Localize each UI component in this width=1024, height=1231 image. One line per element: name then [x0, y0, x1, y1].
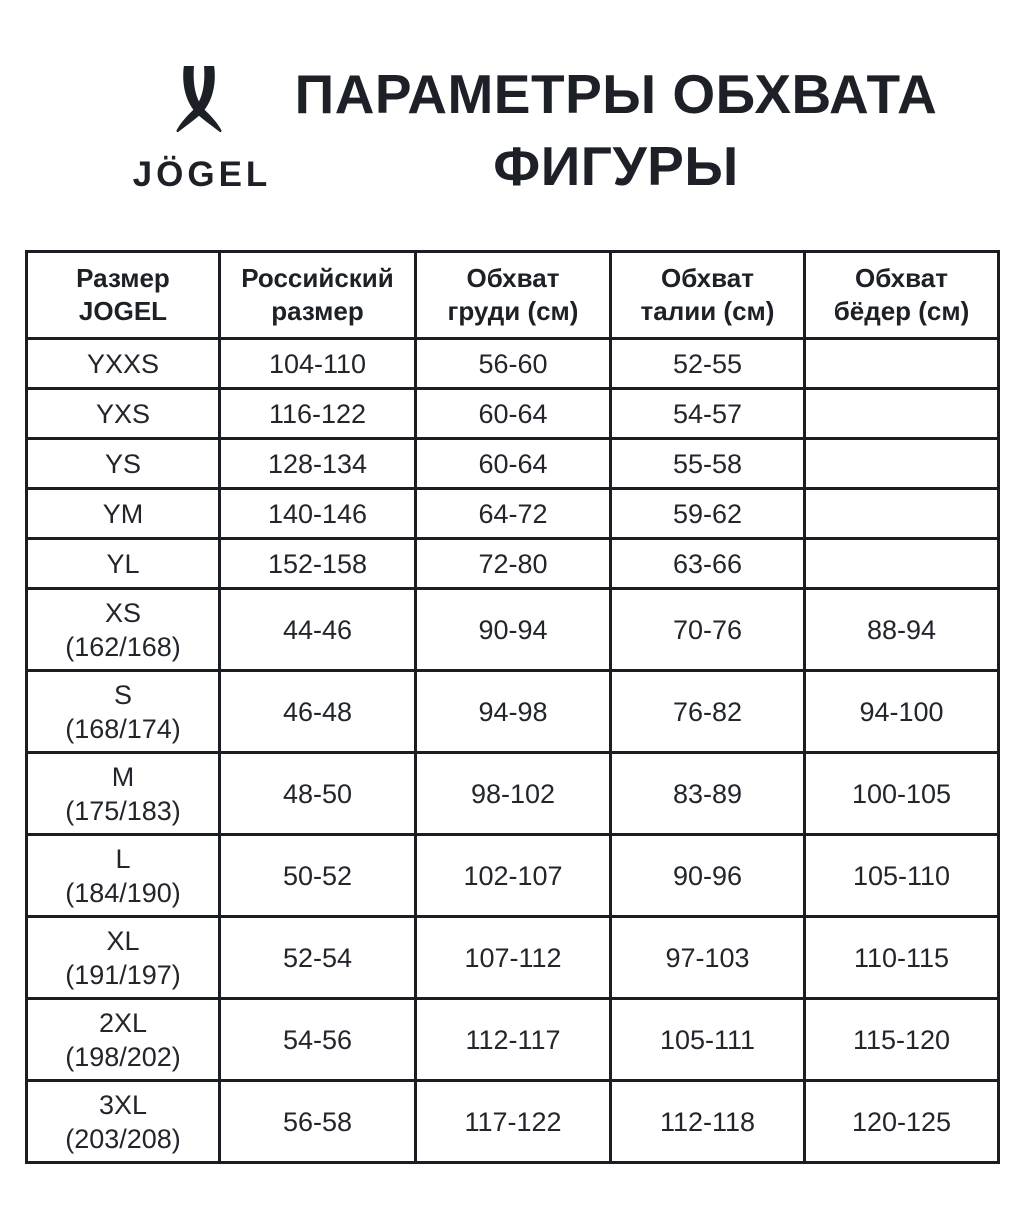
- cell-size: XL (191/197): [27, 917, 220, 999]
- cell-hips: 105-110: [805, 835, 999, 917]
- cell-ru-size: 56-58: [220, 1081, 416, 1163]
- cell-hips: [805, 539, 999, 589]
- size-table: [25, 250, 1000, 1164]
- size-table-header-row: [27, 252, 999, 339]
- table-row-2xl: [27, 999, 999, 1081]
- column-header-chest: Обхват груди (см): [416, 252, 611, 339]
- cell-ru-size: 152-158: [220, 539, 416, 589]
- cell-hips: 115-120: [805, 999, 999, 1081]
- cell-ru-size: 44-46: [220, 589, 416, 671]
- cell-ru-size: 104-110: [220, 339, 416, 389]
- table-row-xs: [27, 589, 999, 671]
- cell-waist: 112-118: [611, 1081, 805, 1163]
- table-row-xl: [27, 917, 999, 999]
- cell-ru-size: 128-134: [220, 439, 416, 489]
- cell-waist: 76-82: [611, 671, 805, 753]
- column-header-waist: Обхват талии (см): [611, 252, 805, 339]
- cell-chest: 98-102: [416, 753, 611, 835]
- cell-hips: 120-125: [805, 1081, 999, 1163]
- cell-ru-size: 48-50: [220, 753, 416, 835]
- cell-chest: 64-72: [416, 489, 611, 539]
- page-title-line2: ФИГУРЫ: [493, 135, 739, 197]
- cell-waist: 63-66: [611, 539, 805, 589]
- cell-waist: 83-89: [611, 753, 805, 835]
- cell-ru-size: 46-48: [220, 671, 416, 753]
- cell-waist: 59-62: [611, 489, 805, 539]
- cell-waist: 90-96: [611, 835, 805, 917]
- cell-hips: [805, 439, 999, 489]
- cell-hips: [805, 389, 999, 439]
- cell-hips: 88-94: [805, 589, 999, 671]
- cell-hips: [805, 339, 999, 389]
- table-row-yxxs: [27, 339, 999, 389]
- page-title: [272, 58, 960, 202]
- cell-size: L (184/190): [27, 835, 220, 917]
- cell-chest: 56-60: [416, 339, 611, 389]
- cell-size: YL: [27, 539, 220, 589]
- cell-chest: 72-80: [416, 539, 611, 589]
- cell-hips: 100-105: [805, 753, 999, 835]
- jogel-brand-wordmark: JÖGEL: [132, 155, 272, 194]
- cell-waist: 55-58: [611, 439, 805, 489]
- cell-size: YM: [27, 489, 220, 539]
- cell-ru-size: 116-122: [220, 389, 416, 439]
- table-row-yl: [27, 539, 999, 589]
- cell-chest: 60-64: [416, 439, 611, 489]
- cell-chest: 102-107: [416, 835, 611, 917]
- cell-waist: 52-55: [611, 339, 805, 389]
- cell-waist: 97-103: [611, 917, 805, 999]
- jogel-logo-icon: [163, 56, 235, 148]
- cell-hips: 94-100: [805, 671, 999, 753]
- cell-waist: 54-57: [611, 389, 805, 439]
- cell-size: 2XL (198/202): [27, 999, 220, 1081]
- table-row-ym: [27, 489, 999, 539]
- table-row-3xl: [27, 1081, 999, 1163]
- table-row-m: [27, 753, 999, 835]
- cell-waist: 70-76: [611, 589, 805, 671]
- cell-ru-size: 54-56: [220, 999, 416, 1081]
- cell-ru-size: 140-146: [220, 489, 416, 539]
- cell-chest: 90-94: [416, 589, 611, 671]
- cell-ru-size: 50-52: [220, 835, 416, 917]
- table-row-s: [27, 671, 999, 753]
- cell-waist: 105-111: [611, 999, 805, 1081]
- cell-chest: 107-112: [416, 917, 611, 999]
- cell-size: M (175/183): [27, 753, 220, 835]
- cell-hips: 110-115: [805, 917, 999, 999]
- cell-chest: 117-122: [416, 1081, 611, 1163]
- cell-ru-size: 52-54: [220, 917, 416, 999]
- column-header-jogel-size: Размер JOGEL: [27, 252, 220, 339]
- cell-hips: [805, 489, 999, 539]
- table-row-yxs: [27, 389, 999, 439]
- column-header-russian-size: Российский размер: [220, 252, 416, 339]
- cell-size: S (168/174): [27, 671, 220, 753]
- page-title-line1: ПАРАМЕТРЫ ОБХВАТА: [294, 63, 938, 125]
- cell-chest: 112-117: [416, 999, 611, 1081]
- cell-size: YXXS: [27, 339, 220, 389]
- cell-size: 3XL (203/208): [27, 1081, 220, 1163]
- cell-chest: 94-98: [416, 671, 611, 753]
- table-row-l: [27, 835, 999, 917]
- cell-size: XS (162/168): [27, 589, 220, 671]
- cell-size: YS: [27, 439, 220, 489]
- cell-size: YXS: [27, 389, 220, 439]
- cell-chest: 60-64: [416, 389, 611, 439]
- table-row-ys: [27, 439, 999, 489]
- column-header-hips: Обхват бёдер (см): [805, 252, 999, 339]
